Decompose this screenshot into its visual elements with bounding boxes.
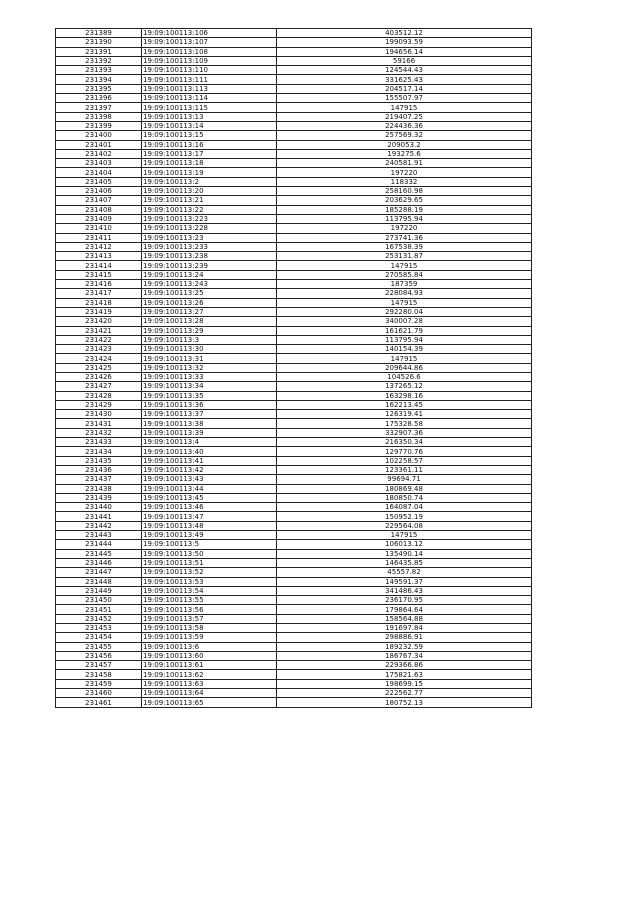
value-cell: 197220 xyxy=(277,224,532,233)
cadastral-number-cell: 19:09:100113:114 xyxy=(142,94,277,103)
value-cell: 113795.94 xyxy=(277,335,532,344)
table-row xyxy=(56,177,532,186)
cadastral-number-cell: 19:09:100113:41 xyxy=(142,456,277,465)
table-row xyxy=(56,307,532,316)
table-row xyxy=(56,280,532,289)
table-row xyxy=(56,47,532,56)
row-number-cell: 231455 xyxy=(56,642,142,651)
table-row xyxy=(56,131,532,140)
row-number-cell: 231427 xyxy=(56,382,142,391)
value-cell: 123361.11 xyxy=(277,465,532,474)
row-number-cell: 231451 xyxy=(56,605,142,614)
cadastral-number-cell: 19:09:100113:243 xyxy=(142,280,277,289)
row-number-cell: 231416 xyxy=(56,280,142,289)
table-row xyxy=(56,586,532,595)
row-number-cell: 231436 xyxy=(56,465,142,474)
value-cell: 203629.65 xyxy=(277,196,532,205)
table-row xyxy=(56,187,532,196)
table-row xyxy=(56,475,532,484)
value-cell: 229366.86 xyxy=(277,661,532,670)
value-cell: 158564.88 xyxy=(277,614,532,623)
row-number-cell: 231403 xyxy=(56,159,142,168)
row-number-cell: 231449 xyxy=(56,586,142,595)
value-cell: 229564.08 xyxy=(277,521,532,530)
cadastral-number-cell: 19:09:100113:47 xyxy=(142,512,277,521)
cadastral-number-cell: 19:09:100113:113 xyxy=(142,84,277,93)
table-row xyxy=(56,214,532,223)
table-row xyxy=(56,94,532,103)
cadastral-number-cell: 19:09:100113:111 xyxy=(142,75,277,84)
row-number-cell: 231453 xyxy=(56,624,142,633)
row-number-cell: 231442 xyxy=(56,521,142,530)
table-row xyxy=(56,419,532,428)
cadastral-number-cell: 19:09:100113:27 xyxy=(142,307,277,316)
table-row xyxy=(56,465,532,474)
table-row xyxy=(56,75,532,84)
table-row xyxy=(56,679,532,688)
value-cell: 162213.45 xyxy=(277,400,532,409)
table-row xyxy=(56,558,532,567)
cadastral-number-cell: 19:09:100113:228 xyxy=(142,224,277,233)
table-row xyxy=(56,252,532,261)
row-number-cell: 231399 xyxy=(56,121,142,130)
value-cell: 228084.93 xyxy=(277,289,532,298)
value-cell: 147915 xyxy=(277,298,532,307)
cadastral-number-cell: 19:09:100113:50 xyxy=(142,549,277,558)
table-row xyxy=(56,345,532,354)
cadastral-number-cell: 19:09:100113:21 xyxy=(142,196,277,205)
cadastral-number-cell: 19:09:100113:4 xyxy=(142,438,277,447)
value-cell: 147915 xyxy=(277,531,532,540)
table-row xyxy=(56,661,532,670)
value-cell: 186767.34 xyxy=(277,651,532,660)
table-row xyxy=(56,605,532,614)
row-number-cell: 231409 xyxy=(56,214,142,223)
value-cell: 175328.58 xyxy=(277,419,532,428)
row-number-cell: 231426 xyxy=(56,372,142,381)
row-number-cell: 231407 xyxy=(56,196,142,205)
row-number-cell: 231397 xyxy=(56,103,142,112)
cadastral-number-cell: 19:09:100113:19 xyxy=(142,168,277,177)
value-cell: 187359 xyxy=(277,280,532,289)
table-row xyxy=(56,624,532,633)
table-row xyxy=(56,549,532,558)
value-cell: 270585.84 xyxy=(277,270,532,279)
table-row xyxy=(56,633,532,642)
row-number-cell: 231423 xyxy=(56,345,142,354)
cadastral-number-cell: 19:09:100113:38 xyxy=(142,419,277,428)
value-cell: 197220 xyxy=(277,168,532,177)
row-number-cell: 231389 xyxy=(56,29,142,38)
cadastral-number-cell: 19:09:100113:51 xyxy=(142,558,277,567)
data-table xyxy=(55,28,532,708)
value-cell: 118332 xyxy=(277,177,532,186)
value-cell: 298886.91 xyxy=(277,633,532,642)
value-cell: 191697.84 xyxy=(277,624,532,633)
cadastral-number-cell: 19:09:100113:14 xyxy=(142,121,277,130)
table-body xyxy=(56,29,532,708)
row-number-cell: 231419 xyxy=(56,307,142,316)
cadastral-number-cell: 19:09:100113:58 xyxy=(142,624,277,633)
row-number-cell: 231410 xyxy=(56,224,142,233)
table-row xyxy=(56,670,532,679)
row-number-cell: 231415 xyxy=(56,270,142,279)
cadastral-number-cell: 19:09:100113:55 xyxy=(142,596,277,605)
table-row xyxy=(56,289,532,298)
value-cell: 180850.74 xyxy=(277,493,532,502)
value-cell: 150952.19 xyxy=(277,512,532,521)
row-number-cell: 231417 xyxy=(56,289,142,298)
row-number-cell: 231402 xyxy=(56,149,142,158)
cadastral-number-cell: 19:09:100113:33 xyxy=(142,372,277,381)
value-cell: 219407.25 xyxy=(277,112,532,121)
cadastral-number-cell: 19:09:100113:62 xyxy=(142,670,277,679)
value-cell: 216350.34 xyxy=(277,438,532,447)
table-row xyxy=(56,317,532,326)
table-row xyxy=(56,614,532,623)
row-number-cell: 231440 xyxy=(56,503,142,512)
row-number-cell: 231454 xyxy=(56,633,142,642)
value-cell: 102258.57 xyxy=(277,456,532,465)
row-number-cell: 231429 xyxy=(56,400,142,409)
row-number-cell: 231392 xyxy=(56,56,142,65)
cadastral-number-cell: 19:09:100113:37 xyxy=(142,410,277,419)
row-number-cell: 231441 xyxy=(56,512,142,521)
row-number-cell: 231431 xyxy=(56,419,142,428)
value-cell: 124544.43 xyxy=(277,66,532,75)
row-number-cell: 231459 xyxy=(56,679,142,688)
value-cell: 113795.94 xyxy=(277,214,532,223)
row-number-cell: 231420 xyxy=(56,317,142,326)
cadastral-number-cell: 19:09:100113:56 xyxy=(142,605,277,614)
table-row xyxy=(56,270,532,279)
row-number-cell: 231452 xyxy=(56,614,142,623)
value-cell: 137265.12 xyxy=(277,382,532,391)
value-cell: 164087.04 xyxy=(277,503,532,512)
table-row xyxy=(56,382,532,391)
table-row xyxy=(56,168,532,177)
row-number-cell: 231401 xyxy=(56,140,142,149)
row-number-cell: 231390 xyxy=(56,38,142,47)
row-number-cell: 231405 xyxy=(56,177,142,186)
row-number-cell: 231443 xyxy=(56,531,142,540)
row-number-cell: 231445 xyxy=(56,549,142,558)
cadastral-number-cell: 19:09:100113:233 xyxy=(142,242,277,251)
cadastral-number-cell: 19:09:100113:239 xyxy=(142,261,277,270)
table-row xyxy=(56,447,532,456)
cadastral-number-cell: 19:09:100113:40 xyxy=(142,447,277,456)
value-cell: 222562.77 xyxy=(277,689,532,698)
row-number-cell: 231461 xyxy=(56,698,142,707)
table-row xyxy=(56,205,532,214)
cadastral-number-cell: 19:09:100113:16 xyxy=(142,140,277,149)
cadastral-number-cell: 19:09:100113:6 xyxy=(142,642,277,651)
cadastral-number-cell: 19:09:100113:46 xyxy=(142,503,277,512)
cadastral-number-cell: 19:09:100113:64 xyxy=(142,689,277,698)
cadastral-number-cell: 19:09:100113:109 xyxy=(142,56,277,65)
cadastral-number-cell: 19:09:100113:107 xyxy=(142,38,277,47)
row-number-cell: 231414 xyxy=(56,261,142,270)
table-row xyxy=(56,298,532,307)
table-row xyxy=(56,242,532,251)
row-number-cell: 231430 xyxy=(56,410,142,419)
value-cell: 163298.16 xyxy=(277,391,532,400)
row-number-cell: 231447 xyxy=(56,568,142,577)
table-row xyxy=(56,261,532,270)
cadastral-number-cell: 19:09:100113:108 xyxy=(142,47,277,56)
value-cell: 185288.19 xyxy=(277,205,532,214)
row-number-cell: 231394 xyxy=(56,75,142,84)
cadastral-number-cell: 19:09:100113:31 xyxy=(142,354,277,363)
row-number-cell: 231408 xyxy=(56,205,142,214)
cadastral-number-cell: 19:09:100113:13 xyxy=(142,112,277,121)
value-cell: 273741.36 xyxy=(277,233,532,242)
table-row xyxy=(56,540,532,549)
value-cell: 194656.14 xyxy=(277,47,532,56)
table-row xyxy=(56,233,532,242)
value-cell: 161621.79 xyxy=(277,326,532,335)
cadastral-number-cell: 19:09:100113:26 xyxy=(142,298,277,307)
cadastral-number-cell: 19:09:100113:28 xyxy=(142,317,277,326)
cadastral-number-cell: 19:09:100113:238 xyxy=(142,252,277,261)
value-cell: 253131.87 xyxy=(277,252,532,261)
value-cell: 155507.97 xyxy=(277,94,532,103)
table-row xyxy=(56,159,532,168)
cadastral-number-cell: 19:09:100113:43 xyxy=(142,475,277,484)
table-row xyxy=(56,512,532,521)
cadastral-number-cell: 19:09:100113:57 xyxy=(142,614,277,623)
table-row xyxy=(56,596,532,605)
table-row xyxy=(56,698,532,707)
row-number-cell: 231428 xyxy=(56,391,142,400)
row-number-cell: 231413 xyxy=(56,252,142,261)
table-row xyxy=(56,84,532,93)
value-cell: 99694.71 xyxy=(277,475,532,484)
row-number-cell: 231460 xyxy=(56,689,142,698)
value-cell: 140154.39 xyxy=(277,345,532,354)
cadastral-number-cell: 19:09:100113:15 xyxy=(142,131,277,140)
cadastral-number-cell: 19:09:100113:49 xyxy=(142,531,277,540)
value-cell: 147915 xyxy=(277,261,532,270)
value-cell: 167538.39 xyxy=(277,242,532,251)
value-cell: 224436.36 xyxy=(277,121,532,130)
row-number-cell: 231458 xyxy=(56,670,142,679)
value-cell: 332907.36 xyxy=(277,428,532,437)
value-cell: 106013.12 xyxy=(277,540,532,549)
value-cell: 258160.98 xyxy=(277,187,532,196)
value-cell: 135490.14 xyxy=(277,549,532,558)
table-row xyxy=(56,391,532,400)
value-cell: 147915 xyxy=(277,103,532,112)
row-number-cell: 231396 xyxy=(56,94,142,103)
value-cell: 59166 xyxy=(277,56,532,65)
table-row xyxy=(56,503,532,512)
value-cell: 204517.14 xyxy=(277,84,532,93)
cadastral-number-cell: 19:09:100113:35 xyxy=(142,391,277,400)
value-cell: 180869.48 xyxy=(277,484,532,493)
row-number-cell: 231438 xyxy=(56,484,142,493)
row-number-cell: 231437 xyxy=(56,475,142,484)
row-number-cell: 231434 xyxy=(56,447,142,456)
table-row xyxy=(56,689,532,698)
table-row xyxy=(56,121,532,130)
table-row xyxy=(56,531,532,540)
cadastral-number-cell: 19:09:100113:23 xyxy=(142,233,277,242)
row-number-cell: 231412 xyxy=(56,242,142,251)
row-number-cell: 231393 xyxy=(56,66,142,75)
table-row xyxy=(56,456,532,465)
cadastral-number-cell: 19:09:100113:48 xyxy=(142,521,277,530)
value-cell: 147915 xyxy=(277,354,532,363)
row-number-cell: 231398 xyxy=(56,112,142,121)
cadastral-number-cell: 19:09:100113:5 xyxy=(142,540,277,549)
table-row xyxy=(56,363,532,372)
table-row xyxy=(56,428,532,437)
row-number-cell: 231456 xyxy=(56,651,142,660)
value-cell: 240581.91 xyxy=(277,159,532,168)
row-number-cell: 231446 xyxy=(56,558,142,567)
row-number-cell: 231418 xyxy=(56,298,142,307)
row-number-cell: 231450 xyxy=(56,596,142,605)
row-number-cell: 231400 xyxy=(56,131,142,140)
row-number-cell: 231395 xyxy=(56,84,142,93)
table-row xyxy=(56,112,532,121)
value-cell: 175821.63 xyxy=(277,670,532,679)
value-cell: 209644.86 xyxy=(277,363,532,372)
table-row xyxy=(56,410,532,419)
value-cell: 126319.41 xyxy=(277,410,532,419)
table-row xyxy=(56,140,532,149)
table-row xyxy=(56,29,532,38)
cadastral-number-cell: 19:09:100113:39 xyxy=(142,428,277,437)
row-number-cell: 231433 xyxy=(56,438,142,447)
cadastral-number-cell: 19:09:100113:30 xyxy=(142,345,277,354)
cadastral-number-cell: 19:09:100113:42 xyxy=(142,465,277,474)
value-cell: 198699.15 xyxy=(277,679,532,688)
cadastral-number-cell: 19:09:100113:44 xyxy=(142,484,277,493)
value-cell: 146435.85 xyxy=(277,558,532,567)
value-cell: 179864.64 xyxy=(277,605,532,614)
value-cell: 341486.43 xyxy=(277,586,532,595)
table-row xyxy=(56,484,532,493)
row-number-cell: 231432 xyxy=(56,428,142,437)
cadastral-number-cell: 19:09:100113:61 xyxy=(142,661,277,670)
cadastral-number-cell: 19:09:100113:115 xyxy=(142,103,277,112)
cadastral-number-cell: 19:09:100113:52 xyxy=(142,568,277,577)
cadastral-number-cell: 19:09:100113:54 xyxy=(142,586,277,595)
table-row xyxy=(56,438,532,447)
value-cell: 331625.43 xyxy=(277,75,532,84)
row-number-cell: 231425 xyxy=(56,363,142,372)
cadastral-number-cell: 19:09:100113:20 xyxy=(142,187,277,196)
row-number-cell: 231435 xyxy=(56,456,142,465)
table-row xyxy=(56,493,532,502)
cadastral-number-cell: 19:09:100113:65 xyxy=(142,698,277,707)
row-number-cell: 231422 xyxy=(56,335,142,344)
cadastral-number-cell: 19:09:100113:2 xyxy=(142,177,277,186)
cadastral-number-cell: 19:09:100113:63 xyxy=(142,679,277,688)
row-number-cell: 231406 xyxy=(56,187,142,196)
row-number-cell: 231421 xyxy=(56,326,142,335)
value-cell: 104526.6 xyxy=(277,372,532,381)
value-cell: 180752.13 xyxy=(277,698,532,707)
cadastral-number-cell: 19:09:100113:34 xyxy=(142,382,277,391)
value-cell: 45557.82 xyxy=(277,568,532,577)
cadastral-number-cell: 19:09:100113:22 xyxy=(142,205,277,214)
value-cell: 129770.76 xyxy=(277,447,532,456)
table-row xyxy=(56,224,532,233)
table-row xyxy=(56,568,532,577)
table-row xyxy=(56,149,532,158)
table-row xyxy=(56,521,532,530)
cadastral-number-cell: 19:09:100113:110 xyxy=(142,66,277,75)
cadastral-number-cell: 19:09:100113:36 xyxy=(142,400,277,409)
cadastral-number-cell: 19:09:100113:59 xyxy=(142,633,277,642)
value-cell: 403512.12 xyxy=(277,29,532,38)
value-cell: 149591.37 xyxy=(277,577,532,586)
row-number-cell: 231404 xyxy=(56,168,142,177)
table-row xyxy=(56,103,532,112)
row-number-cell: 231424 xyxy=(56,354,142,363)
row-number-cell: 231457 xyxy=(56,661,142,670)
cadastral-number-cell: 19:09:100113:29 xyxy=(142,326,277,335)
table-row xyxy=(56,56,532,65)
cadastral-number-cell: 19:09:100113:106 xyxy=(142,29,277,38)
cadastral-number-cell: 19:09:100113:53 xyxy=(142,577,277,586)
value-cell: 340007.28 xyxy=(277,317,532,326)
cadastral-number-cell: 19:09:100113:32 xyxy=(142,363,277,372)
table-row xyxy=(56,642,532,651)
row-number-cell: 231391 xyxy=(56,47,142,56)
table-row xyxy=(56,38,532,47)
cadastral-number-cell: 19:09:100113:60 xyxy=(142,651,277,660)
cadastral-number-cell: 19:09:100113:25 xyxy=(142,289,277,298)
cadastral-number-cell: 19:09:100113:24 xyxy=(142,270,277,279)
table-row xyxy=(56,577,532,586)
value-cell: 193275.6 xyxy=(277,149,532,158)
cadastral-number-cell: 19:09:100113:45 xyxy=(142,493,277,502)
value-cell: 189232.59 xyxy=(277,642,532,651)
table-row xyxy=(56,354,532,363)
row-number-cell: 231439 xyxy=(56,493,142,502)
table-row xyxy=(56,66,532,75)
table-row xyxy=(56,335,532,344)
table-row xyxy=(56,400,532,409)
table-row xyxy=(56,196,532,205)
cadastral-number-cell: 19:09:100113:18 xyxy=(142,159,277,168)
table-row xyxy=(56,651,532,660)
cadastral-number-cell: 19:09:100113:223 xyxy=(142,214,277,223)
row-number-cell: 231444 xyxy=(56,540,142,549)
value-cell: 199093.59 xyxy=(277,38,532,47)
value-cell: 257569.32 xyxy=(277,131,532,140)
value-cell: 292280.04 xyxy=(277,307,532,316)
value-cell: 209053.2 xyxy=(277,140,532,149)
row-number-cell: 231448 xyxy=(56,577,142,586)
cadastral-number-cell: 19:09:100113:3 xyxy=(142,335,277,344)
value-cell: 236170.95 xyxy=(277,596,532,605)
cadastral-number-cell: 19:09:100113:17 xyxy=(142,149,277,158)
table-row xyxy=(56,326,532,335)
row-number-cell: 231411 xyxy=(56,233,142,242)
table-row xyxy=(56,372,532,381)
